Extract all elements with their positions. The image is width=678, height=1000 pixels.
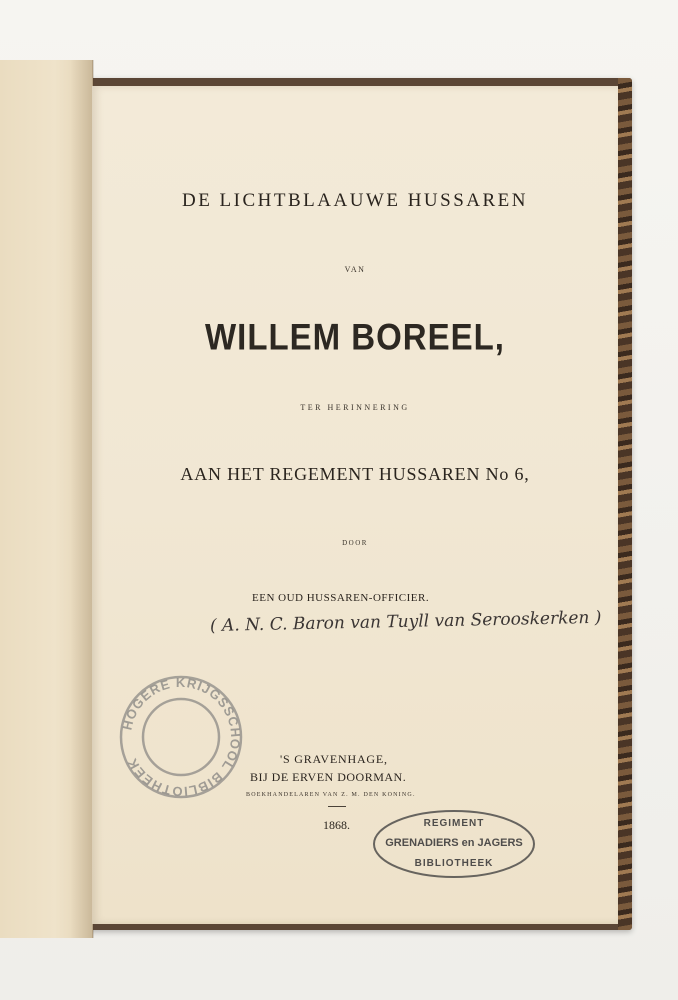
door-label: DOOR <box>342 539 368 547</box>
divider-rule <box>328 806 346 807</box>
round-stamp-outer-text: HOGERE KRIJGSSCHOOL <box>119 674 244 774</box>
marbled-cover-edge <box>618 78 632 930</box>
anonymous-author: EEN OUD HUSSAREN-OFFICIER. <box>252 592 430 604</box>
publication-year: 1868. <box>323 818 350 832</box>
round-stamp-inner-text: BIBLIOTHEEK <box>124 755 226 800</box>
publisher-name: BIJ DE ERVEN DOORMAN. <box>250 770 407 784</box>
author-name: WILLEM BOREEL, <box>205 315 505 358</box>
oval-stamp-line3: BIBLIOTHEEK <box>414 858 494 869</box>
van-label: VAN <box>344 265 366 274</box>
publication-place: 'S GRAVENHAGE, <box>280 752 388 766</box>
library-stamp-round <box>116 672 246 802</box>
oval-stamp-line2: GRENADIERS en JAGERS <box>385 837 523 849</box>
gutter-shadow <box>70 60 94 938</box>
handwritten-attribution: ( A. N. C. Baron van Tuyll van Serooskerken ) <box>209 607 602 636</box>
oval-stamp-graphic <box>370 806 538 882</box>
library-stamp-oval <box>370 806 538 882</box>
bookseller-line: BOEKHANDELAREN VAN Z. M. DEN KONING. <box>246 792 416 798</box>
oval-stamp-line1: REGIMENT <box>423 818 485 829</box>
book-title: DE LICHTBLAAUWE HUSSAREN <box>181 190 529 211</box>
round-stamp-graphic <box>116 672 246 802</box>
dedication-label: TER HERINNERING <box>300 403 410 412</box>
regiment-line: AAN HET REGEMENT HUSSAREN No 6, <box>180 464 530 484</box>
